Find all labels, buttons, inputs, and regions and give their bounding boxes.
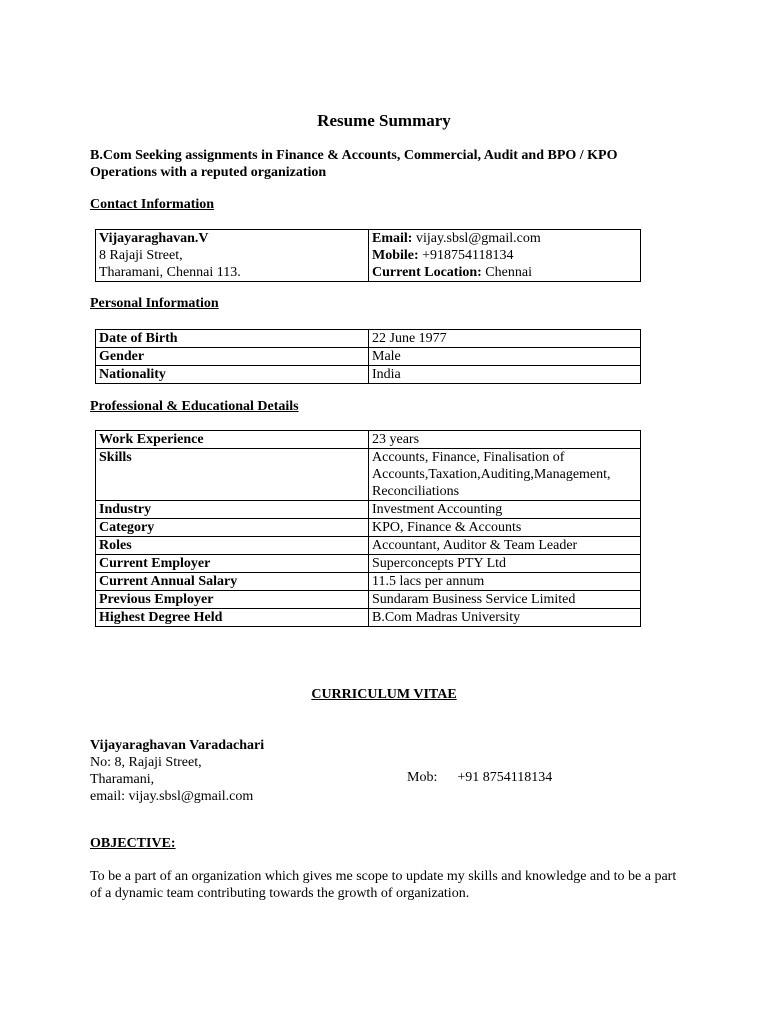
contact-table — [95, 229, 641, 282]
row-label: Category — [99, 520, 155, 535]
objective-text: To be a part of an organization which gives me scope to update my skills and knowledge and to be a part of a dynamic team contributing towards the growth of organization. — [90, 869, 677, 901]
row-value: Sundaram Business Service Limited — [369, 591, 641, 609]
row-value: 22 June 1977 — [369, 330, 641, 348]
table-row — [96, 330, 641, 348]
contact-heading: Contact Information — [90, 197, 215, 212]
personal-table — [95, 329, 641, 384]
professional-heading: Professional & Educational Details — [90, 399, 299, 414]
row-value: Male — [369, 348, 641, 366]
contact-address-cell — [96, 230, 369, 282]
objective-heading: OBJECTIVE: — [90, 836, 176, 851]
row-label: Roles — [99, 538, 132, 553]
cv-mobile-value: +91 8754118134 — [457, 770, 553, 785]
row-value: Accountant, Auditor & Team Leader — [369, 537, 641, 555]
row-value: KPO, Finance & Accounts — [369, 519, 641, 537]
row-value: India — [369, 366, 641, 384]
cv-address-line2: Tharamani, — [90, 772, 155, 787]
cv-title: CURRICULUM VITAE — [311, 687, 457, 702]
location-label: Current Location: — [372, 265, 482, 280]
table-row — [96, 501, 641, 519]
email-value: vijay.sbsl@gmail.com — [415, 231, 541, 246]
row-value: 11.5 lacs per annum — [369, 573, 641, 591]
table-row — [96, 366, 641, 384]
row-label: Nationality — [99, 367, 166, 382]
row-label: Industry — [99, 502, 152, 517]
row-value: B.Com Madras University — [369, 609, 641, 627]
row-value: Accounts, Finance, Finalisation of Accounts,Taxation,Auditing,Management, Reconciliations — [369, 449, 641, 501]
row-value: Superconcepts PTY Ltd — [369, 555, 641, 573]
table-row — [96, 519, 641, 537]
contact-street: 8 Rajaji Street, — [99, 248, 183, 263]
table-row — [96, 591, 641, 609]
row-label: Date of Birth — [99, 331, 178, 346]
page-title: Resume Summary — [317, 111, 451, 130]
row-label: Skills — [99, 450, 132, 465]
contact-city: Tharamani, Chennai 113. — [99, 265, 241, 280]
row-label: Work Experience — [99, 432, 204, 447]
intro-statement: B.Com Seeking assignments in Finance & Accounts, Commercial, Audit and BPO / KPO Operations with a reputed organization — [90, 148, 618, 180]
row-label: Current Employer — [99, 556, 211, 571]
table-row — [96, 348, 641, 366]
row-label: Current Annual Salary — [99, 574, 238, 589]
cv-name: Vijayaraghavan Varadachari — [90, 738, 265, 753]
personal-heading: Personal Information — [90, 296, 219, 311]
cv-mobile — [407, 769, 552, 786]
email-label: Email: — [372, 231, 413, 246]
professional-table — [95, 430, 641, 627]
row-label: Highest Degree Held — [99, 610, 223, 625]
row-label: Previous Employer — [99, 592, 214, 607]
row-value: Investment Accounting — [369, 501, 641, 519]
table-row — [96, 537, 641, 555]
row-value: 23 years — [369, 431, 641, 449]
contact-details-cell — [369, 230, 641, 282]
table-row — [96, 555, 641, 573]
row-label: Gender — [99, 349, 145, 364]
mobile-label: Mobile: — [372, 248, 419, 263]
mobile-value: +918754118134 — [422, 248, 514, 263]
table-row — [96, 449, 641, 501]
location-value: Chennai — [485, 265, 532, 280]
cv-email: email: vijay.sbsl@gmail.com — [90, 789, 254, 804]
table-row — [96, 573, 641, 591]
cv-address-line1: No: 8, Rajaji Street, — [90, 755, 202, 770]
cv-address-block — [90, 737, 410, 805]
cv-mobile-label: Mob: — [407, 770, 438, 785]
contact-name: Vijayaraghavan.V — [99, 231, 209, 246]
table-row — [96, 431, 641, 449]
table-row — [96, 609, 641, 627]
